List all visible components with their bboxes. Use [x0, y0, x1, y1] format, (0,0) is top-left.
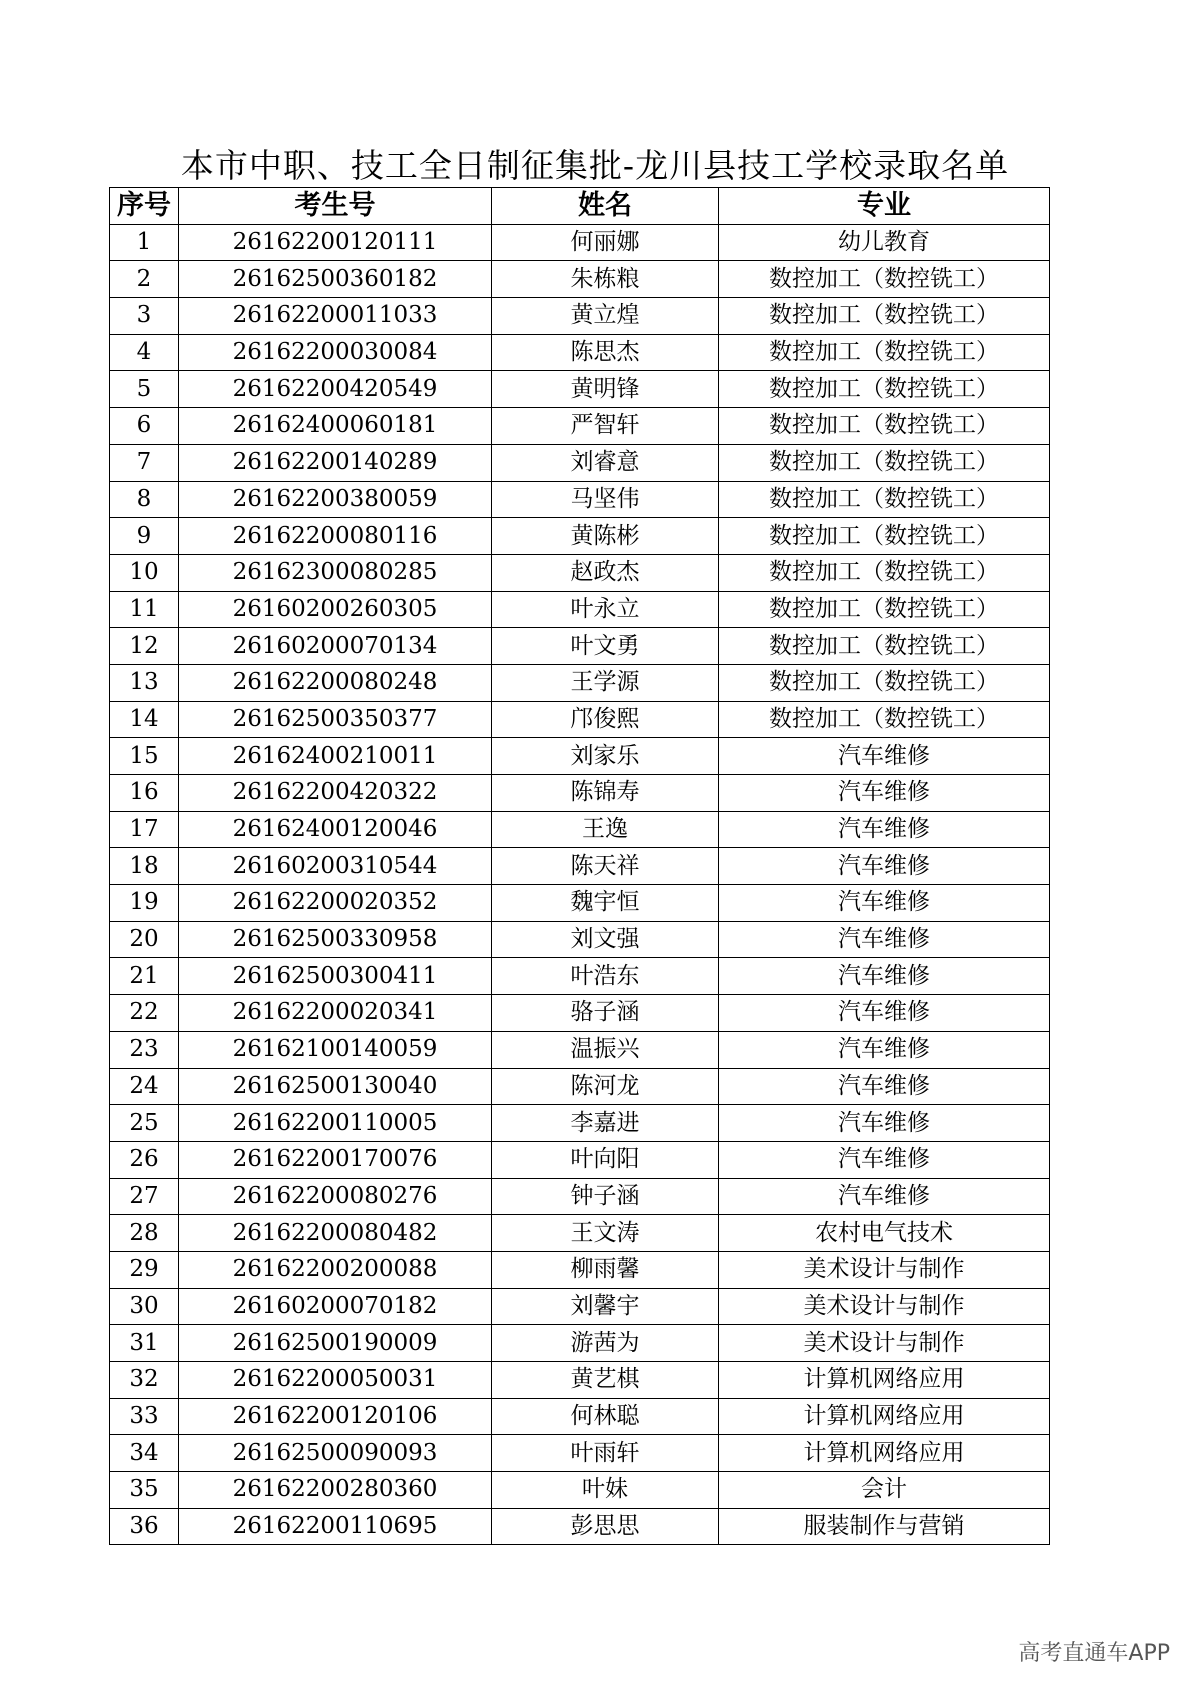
cell-name: 温振兴	[492, 1031, 719, 1068]
cell-name: 何丽娜	[492, 224, 719, 261]
cell-id: 26162200170076	[179, 1141, 492, 1178]
table-row	[110, 481, 1050, 518]
cell-id: 26162500330958	[179, 921, 492, 958]
table-row	[110, 1508, 1050, 1545]
table-row	[110, 1435, 1050, 1472]
cell-seq: 33	[110, 1398, 179, 1435]
cell-seq: 15	[110, 738, 179, 775]
cell-id: 26162200080276	[179, 1178, 492, 1215]
cell-id: 26162500360182	[179, 261, 492, 298]
table-row	[110, 775, 1050, 812]
cell-seq: 18	[110, 848, 179, 885]
cell-id: 26162200420549	[179, 371, 492, 408]
cell-major: 汽车维修	[719, 958, 1050, 995]
cell-id: 26162500090093	[179, 1435, 492, 1472]
cell-name: 叶向阳	[492, 1141, 719, 1178]
cell-seq: 19	[110, 885, 179, 922]
cell-name: 王逸	[492, 811, 719, 848]
cell-seq: 7	[110, 444, 179, 481]
table-row	[110, 518, 1050, 555]
table-row	[110, 738, 1050, 775]
table-row	[110, 1141, 1050, 1178]
cell-id: 26162200050031	[179, 1362, 492, 1399]
cell-name: 李嘉进	[492, 1105, 719, 1142]
table-row	[110, 1068, 1050, 1105]
table-body	[110, 224, 1050, 1545]
cell-seq: 3	[110, 298, 179, 335]
table-row	[110, 408, 1050, 445]
cell-name: 彭思思	[492, 1508, 719, 1545]
header-major: 专业	[719, 188, 1050, 225]
table-row	[110, 958, 1050, 995]
table-row	[110, 261, 1050, 298]
cell-major: 美术设计与制作	[719, 1325, 1050, 1362]
cell-name: 钟子涵	[492, 1178, 719, 1215]
cell-id: 26162200080482	[179, 1215, 492, 1252]
cell-seq: 22	[110, 995, 179, 1032]
table-row	[110, 811, 1050, 848]
cell-name: 陈天祥	[492, 848, 719, 885]
cell-name: 魏宇恒	[492, 885, 719, 922]
cell-name: 游茜为	[492, 1325, 719, 1362]
cell-major: 汽车维修	[719, 811, 1050, 848]
cell-id: 26162200120111	[179, 224, 492, 261]
cell-major: 汽车维修	[719, 1178, 1050, 1215]
cell-id: 26162200080248	[179, 664, 492, 701]
table-row	[110, 224, 1050, 261]
cell-id: 26162500130040	[179, 1068, 492, 1105]
cell-id: 26160200070134	[179, 628, 492, 665]
table-row	[110, 628, 1050, 665]
cell-major: 数控加工（数控铣工）	[719, 371, 1050, 408]
table-row	[110, 921, 1050, 958]
header-seq: 序号	[110, 188, 179, 225]
page-title: 本市中职、技工全日制征集批-龙川县技工学校录取名单	[180, 146, 1010, 185]
cell-id: 26160200070182	[179, 1288, 492, 1325]
cell-id: 26162400210011	[179, 738, 492, 775]
cell-seq: 4	[110, 334, 179, 371]
cell-name: 叶文勇	[492, 628, 719, 665]
cell-name: 王学源	[492, 664, 719, 701]
cell-name: 刘馨宇	[492, 1288, 719, 1325]
cell-major: 服装制作与营销	[719, 1508, 1050, 1545]
cell-name: 陈河龙	[492, 1068, 719, 1105]
cell-major: 数控加工（数控铣工）	[719, 408, 1050, 445]
cell-major: 数控加工（数控铣工）	[719, 261, 1050, 298]
table-row	[110, 848, 1050, 885]
table-row	[110, 1105, 1050, 1142]
cell-seq: 34	[110, 1435, 179, 1472]
cell-name: 严智轩	[492, 408, 719, 445]
cell-major: 计算机网络应用	[719, 1435, 1050, 1472]
cell-seq: 2	[110, 261, 179, 298]
cell-id: 26162200110005	[179, 1105, 492, 1142]
cell-major: 数控加工（数控铣工）	[719, 481, 1050, 518]
cell-major: 汽车维修	[719, 1068, 1050, 1105]
cell-name: 刘家乐	[492, 738, 719, 775]
cell-seq: 28	[110, 1215, 179, 1252]
cell-major: 汽车维修	[719, 775, 1050, 812]
cell-id: 26162400120046	[179, 811, 492, 848]
cell-seq: 9	[110, 518, 179, 555]
cell-major: 数控加工（数控铣工）	[719, 591, 1050, 628]
cell-major: 数控加工（数控铣工）	[719, 628, 1050, 665]
cell-major: 数控加工（数控铣工）	[719, 701, 1050, 738]
header-id: 考生号	[179, 188, 492, 225]
cell-name: 王文涛	[492, 1215, 719, 1252]
cell-id: 26162200280360	[179, 1472, 492, 1509]
cell-seq: 14	[110, 701, 179, 738]
table-row	[110, 1325, 1050, 1362]
table-row	[110, 334, 1050, 371]
cell-seq: 23	[110, 1031, 179, 1068]
cell-name: 陈思杰	[492, 334, 719, 371]
table-row	[110, 1215, 1050, 1252]
cell-seq: 27	[110, 1178, 179, 1215]
cell-id: 26162200140289	[179, 444, 492, 481]
cell-major: 美术设计与制作	[719, 1288, 1050, 1325]
cell-name: 叶永立	[492, 591, 719, 628]
table-row	[110, 298, 1050, 335]
cell-name: 叶雨轩	[492, 1435, 719, 1472]
cell-major: 美术设计与制作	[719, 1251, 1050, 1288]
cell-name: 柳雨馨	[492, 1251, 719, 1288]
cell-major: 汽车维修	[719, 738, 1050, 775]
cell-id: 26162200420322	[179, 775, 492, 812]
cell-name: 黄陈彬	[492, 518, 719, 555]
cell-name: 叶妹	[492, 1472, 719, 1509]
cell-name: 叶浩东	[492, 958, 719, 995]
cell-major: 汽车维修	[719, 921, 1050, 958]
table-header-row	[110, 188, 1050, 225]
cell-seq: 8	[110, 481, 179, 518]
table-row	[110, 444, 1050, 481]
table-row	[110, 1251, 1050, 1288]
cell-major: 会计	[719, 1472, 1050, 1509]
cell-id: 26162500350377	[179, 701, 492, 738]
table-row	[110, 701, 1050, 738]
cell-seq: 32	[110, 1362, 179, 1399]
cell-seq: 11	[110, 591, 179, 628]
cell-major: 农村电气技术	[719, 1215, 1050, 1252]
table-row	[110, 591, 1050, 628]
cell-name: 黄艺棋	[492, 1362, 719, 1399]
table-row	[110, 1362, 1050, 1399]
cell-major: 数控加工（数控铣工）	[719, 334, 1050, 371]
cell-seq: 25	[110, 1105, 179, 1142]
cell-seq: 21	[110, 958, 179, 995]
cell-name: 黄立煌	[492, 298, 719, 335]
cell-major: 汽车维修	[719, 1141, 1050, 1178]
cell-seq: 6	[110, 408, 179, 445]
cell-id: 26162200020352	[179, 885, 492, 922]
cell-name: 邝俊熙	[492, 701, 719, 738]
cell-major: 汽车维修	[719, 848, 1050, 885]
cell-id: 26162200011033	[179, 298, 492, 335]
cell-seq: 20	[110, 921, 179, 958]
cell-seq: 29	[110, 1251, 179, 1288]
table-row	[110, 1472, 1050, 1509]
cell-id: 26162200380059	[179, 481, 492, 518]
table-row	[110, 1398, 1050, 1435]
cell-id: 26162200080116	[179, 518, 492, 555]
cell-id: 26162200120106	[179, 1398, 492, 1435]
cell-name: 陈锦寿	[492, 775, 719, 812]
cell-id: 26160200260305	[179, 591, 492, 628]
cell-id: 26162200200088	[179, 1251, 492, 1288]
cell-seq: 26	[110, 1141, 179, 1178]
watermark: 高考直通车APP	[1018, 1641, 1170, 1666]
cell-seq: 35	[110, 1472, 179, 1509]
cell-major: 汽车维修	[719, 1031, 1050, 1068]
cell-seq: 36	[110, 1508, 179, 1545]
table-row	[110, 371, 1050, 408]
cell-seq: 10	[110, 554, 179, 591]
cell-name: 马坚伟	[492, 481, 719, 518]
table-row	[110, 1031, 1050, 1068]
table-row	[110, 885, 1050, 922]
cell-id: 26162300080285	[179, 554, 492, 591]
cell-major: 汽车维修	[719, 995, 1050, 1032]
cell-id: 26162100140059	[179, 1031, 492, 1068]
cell-name: 何林聪	[492, 1398, 719, 1435]
cell-name: 黄明锋	[492, 371, 719, 408]
cell-major: 汽车维修	[719, 885, 1050, 922]
cell-seq: 12	[110, 628, 179, 665]
cell-id: 26162500300411	[179, 958, 492, 995]
cell-seq: 16	[110, 775, 179, 812]
cell-id: 26162200020341	[179, 995, 492, 1032]
cell-id: 26162200110695	[179, 1508, 492, 1545]
cell-seq: 31	[110, 1325, 179, 1362]
admission-table	[109, 187, 1050, 1545]
cell-name: 刘睿意	[492, 444, 719, 481]
cell-id: 26162200030084	[179, 334, 492, 371]
cell-major: 数控加工（数控铣工）	[719, 518, 1050, 555]
cell-major: 汽车维修	[719, 1105, 1050, 1142]
table-row	[110, 995, 1050, 1032]
table-row	[110, 554, 1050, 591]
cell-major: 幼儿教育	[719, 224, 1050, 261]
cell-seq: 5	[110, 371, 179, 408]
cell-name: 朱栋粮	[492, 261, 719, 298]
cell-major: 数控加工（数控铣工）	[719, 664, 1050, 701]
cell-id: 26160200310544	[179, 848, 492, 885]
cell-major: 数控加工（数控铣工）	[719, 298, 1050, 335]
cell-id: 26162500190009	[179, 1325, 492, 1362]
cell-major: 计算机网络应用	[719, 1362, 1050, 1399]
table-row	[110, 664, 1050, 701]
cell-seq: 30	[110, 1288, 179, 1325]
cell-seq: 13	[110, 664, 179, 701]
cell-name: 赵政杰	[492, 554, 719, 591]
cell-name: 刘文强	[492, 921, 719, 958]
cell-seq: 24	[110, 1068, 179, 1105]
table-row	[110, 1178, 1050, 1215]
cell-seq: 17	[110, 811, 179, 848]
cell-major: 数控加工（数控铣工）	[719, 444, 1050, 481]
header-name: 姓名	[492, 188, 719, 225]
cell-name: 骆子涵	[492, 995, 719, 1032]
table-row	[110, 1288, 1050, 1325]
cell-id: 26162400060181	[179, 408, 492, 445]
cell-major: 计算机网络应用	[719, 1398, 1050, 1435]
cell-seq: 1	[110, 224, 179, 261]
cell-major: 数控加工（数控铣工）	[719, 554, 1050, 591]
